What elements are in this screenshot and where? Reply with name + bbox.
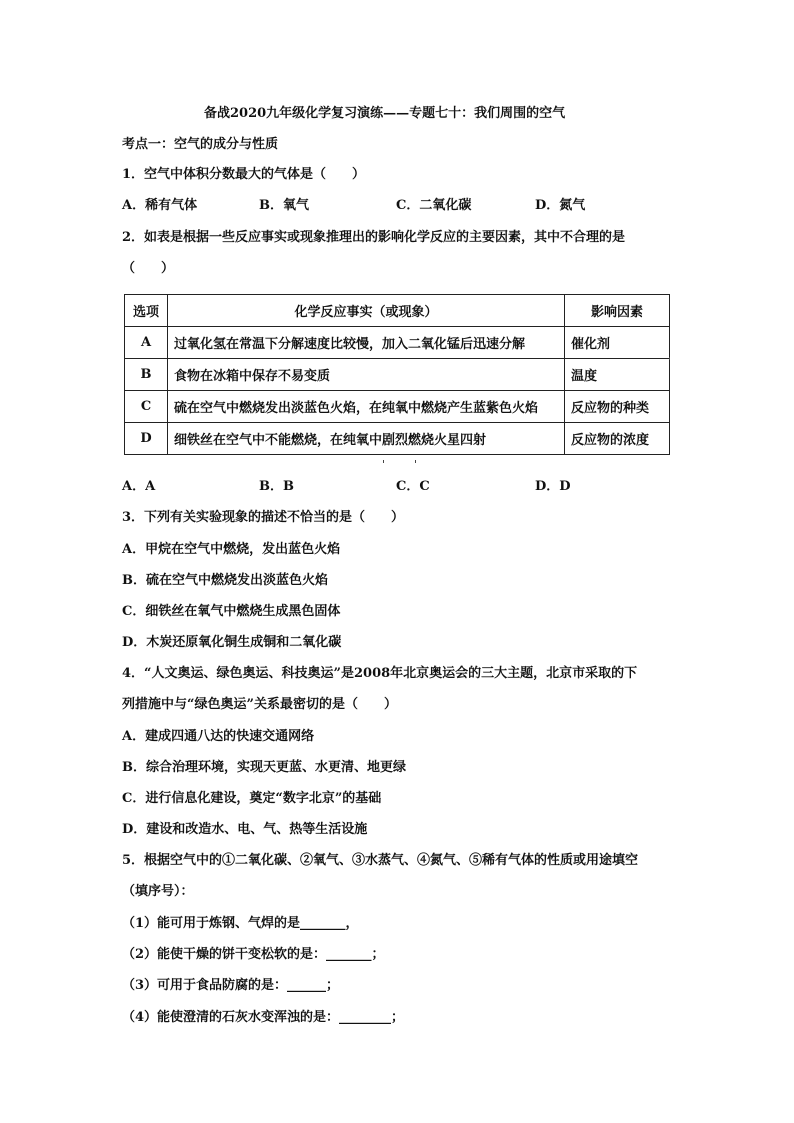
q5-item-1: （1）能可用于炼钢、气焊的是_______，: [122, 916, 359, 931]
q3-option-b: B．硫在空气中燃烧发出淡蓝色火焰: [122, 573, 328, 588]
q4-stem-line1: 4．“人文奥运、绿色奥运、科技奥运”是2008年北京奥运会的三大主题，北京市采取的下: [122, 666, 638, 681]
table-cell-factor: 反应物的浓度: [565, 423, 670, 455]
table-cell-factor: 温度: [565, 359, 670, 391]
q5-stem-line1: 5．根据空气中的①二氧化碳、②氧气、③水蒸气、④氮气、⑤稀有气体的性质或用途填空: [122, 853, 639, 868]
q2-option-d: D．D: [535, 479, 571, 494]
q5-item-2: （2）能使干燥的饼干变松软的是：_______；: [122, 947, 385, 962]
table-row: [125, 391, 670, 423]
table-stray-mark: [669, 357, 670, 360]
q4-option-c: C．进行信息化建设，奠定“数字北京”的基础: [122, 791, 382, 806]
table-stray-mark: [383, 460, 384, 463]
table-cell-option: D: [125, 423, 168, 455]
q2-table: [124, 294, 670, 455]
q1-option-a: A．稀有气体: [122, 198, 198, 213]
q4-option-d: D．建设和改造水、电、气、热等生活设施: [122, 822, 368, 837]
table-cell-fact: 细铁丝在空气中不能燃烧，在纯氧中剧烈燃烧火星四射: [168, 423, 565, 455]
table-cell-fact: 硫在空气中燃烧发出淡蓝色火焰，在纯氧中燃烧产生蓝紫色火焰: [168, 391, 565, 423]
q2-stem-line1: 2．如表是根据一些反应事实或现象推理出的影响化学反应的主要因素，其中不合理的是: [122, 230, 626, 245]
table-header-option: 选项: [125, 295, 168, 327]
table-row: [125, 423, 670, 455]
q1-option-d: D．氮气: [535, 198, 586, 213]
table-cell-fact: 过氧化氢在常温下分解速度比较慢，加入二氧化锰后迅速分解: [168, 327, 565, 359]
q5-item-4: （4）能使澄清的石灰水变浑浊的是：________；: [122, 1010, 405, 1025]
table-cell-option: C: [125, 391, 168, 423]
table-header-fact: 化学反应事实（或现象）: [168, 295, 565, 327]
table-header-row: [125, 295, 670, 327]
q1-option-c: C．二氧化碳: [396, 198, 472, 213]
q1-stem: 1．空气中体积分数最大的气体是（ ）: [122, 167, 366, 182]
section-heading: 考点一：空气的成分与性质: [122, 137, 279, 152]
q3-stem: 3．下列有关实验现象的描述不恰当的是（ ）: [122, 510, 405, 525]
table-cell-option: B: [125, 359, 168, 391]
q5-stem-line2: （填序号）：: [122, 884, 194, 899]
q4-option-b: B．综合治理环境，实现天更蓝、水更清、地更绿: [122, 760, 406, 775]
q3-option-d: D．木炭还原氧化铜生成铜和二氧化碳: [122, 635, 342, 650]
q4-option-a: A．建成四通八达的快速交通网络: [122, 729, 315, 744]
q2-option-b: B．B: [259, 479, 294, 494]
table-cell-option: A: [125, 327, 168, 359]
q3-option-a: A．甲烷在空气中燃烧，发出蓝色火焰: [122, 542, 341, 557]
q2-stem-line2: （ ）: [122, 261, 175, 276]
table-row: [125, 359, 670, 391]
table-stray-mark: [415, 460, 416, 463]
q2-option-c: C．C: [396, 479, 430, 494]
q4-stem-line2: 列措施中与“绿色奥运”关系最密切的是（ ）: [122, 697, 397, 712]
q1-option-b: B．氧气: [259, 198, 309, 213]
table-cell-factor: 催化剂: [565, 327, 670, 359]
table-cell-fact: 食物在冰箱中保存不易变质: [168, 359, 565, 391]
page-title: 备战2020九年级化学复习演练——专题七十：我们周围的空气: [204, 106, 566, 121]
q5-item-3: （3）可用于食品防腐的是：______；: [122, 978, 340, 993]
table-header-factor: 影响因素: [565, 295, 670, 327]
table-row: [125, 327, 670, 359]
q3-option-c: C．细铁丝在氧气中燃烧生成黑色固体: [122, 604, 341, 619]
table-cell-factor: 反应物的种类: [565, 391, 670, 423]
q2-option-a: A．A: [122, 479, 156, 494]
